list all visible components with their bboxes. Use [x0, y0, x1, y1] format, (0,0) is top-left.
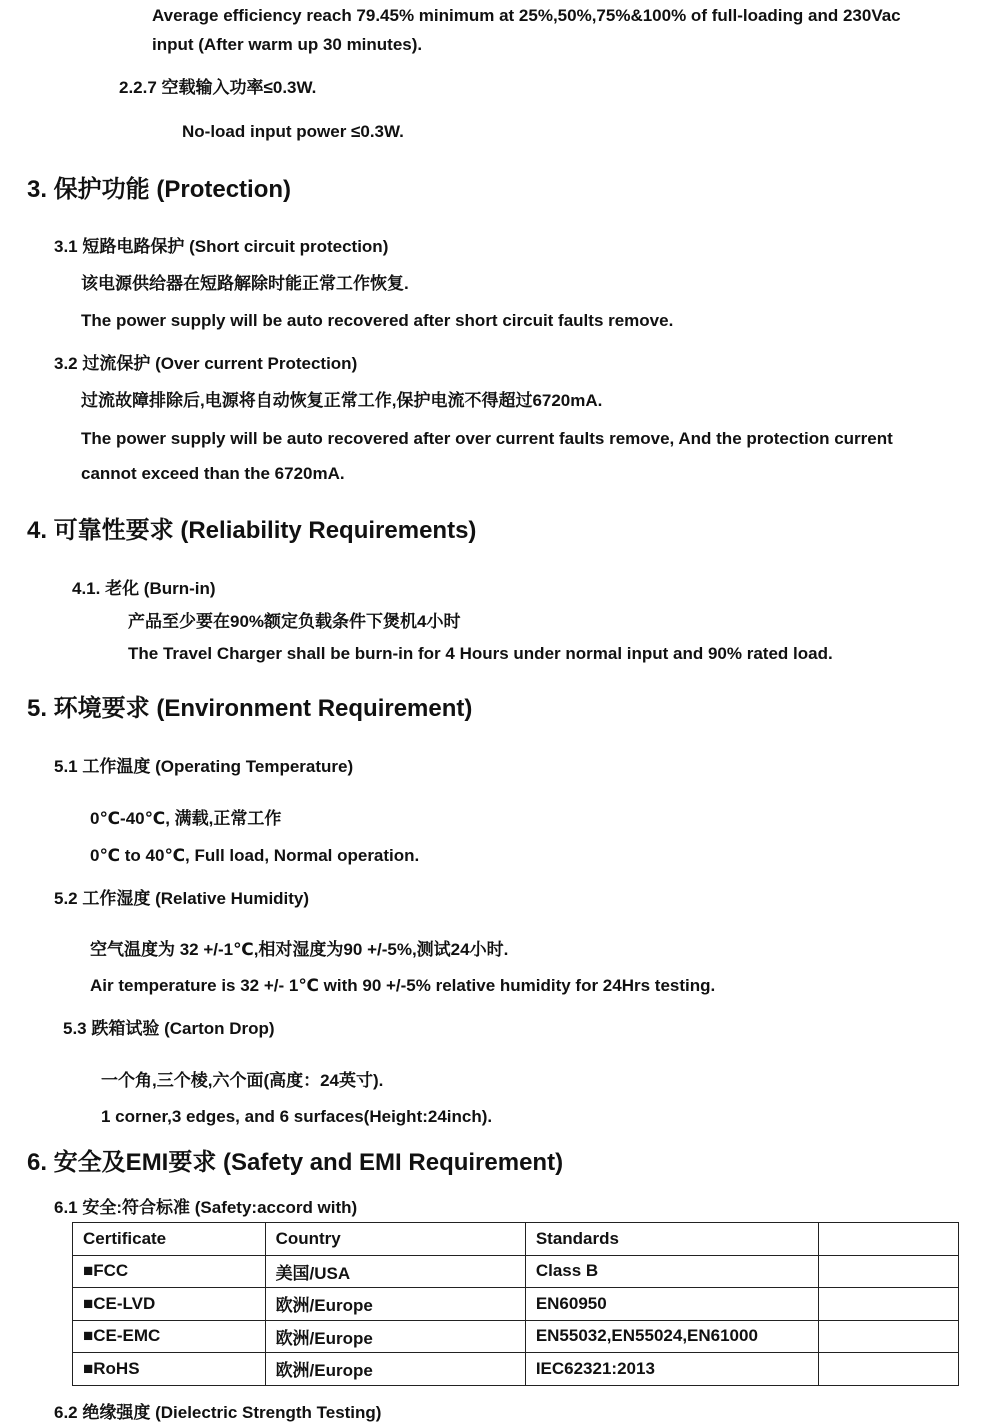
item-5-3-en: 1 corner,3 edges, and 6 surfaces(Height:24inch). [101, 1107, 493, 1126]
item-5-1-cn: 0℃-40℃, 满载,正常工作 [90, 809, 282, 828]
cell-certificate: ■CE-LVD [73, 1288, 266, 1321]
item-3-1-title: 3.1 短路电路保护 (Short circuit protection) [54, 237, 389, 256]
item-4-1-cn: 产品至少要在90%额定负载条件下煲机4小时 [128, 612, 461, 631]
item-5-3-title: 5.3 跌箱试验 (Carton Drop) [63, 1019, 275, 1038]
item-3-1-cn: 该电源供给器在短路解除时能正常工作恢复. [81, 274, 409, 293]
item-3-2-cn: 过流故障排除后,电源将自动恢复正常工作,保护电流不得超过6720mA. [81, 391, 603, 410]
section-6-heading: 6. 安全及EMI要求 (Safety and EMI Requirement) [27, 1149, 564, 1176]
item-2-2-7-cn: 2.2.7 空载输入功率≤0.3W. [119, 78, 317, 97]
intro-efficiency-line-2: input (After warm up 30 minutes). [152, 35, 423, 54]
cell-standards: EN55032,EN55024,EN61000 [525, 1320, 818, 1353]
item-3-1-en: The power supply will be auto recovered after short circuit faults remove. [81, 311, 674, 330]
item-4-1-en: The Travel Charger shall be burn-in for 4 Hours under normal input and 90% rated load. [128, 644, 833, 663]
cell-certificate: ■CE-EMC [73, 1320, 266, 1353]
cell-standards: Class B [525, 1255, 818, 1288]
item-3-2-en-line-1: The power supply will be auto recovered after over current faults remove, And the protection current [81, 429, 893, 448]
header-certificate: Certificate [73, 1223, 266, 1256]
item-5-2-en: Air temperature is 32 +/- 1℃ with 90 +/-5% relative humidity for 24Hrs testing. [90, 976, 716, 995]
table-row [73, 1255, 959, 1288]
item-3-2-en-line-2: cannot exceed than the 6720mA. [81, 464, 345, 483]
cell-blank [818, 1255, 958, 1288]
table-row [73, 1288, 959, 1321]
cell-country: 欧洲/Europe [265, 1353, 525, 1386]
item-2-2-7-en: No-load input power ≤0.3W. [182, 122, 404, 141]
safety-certificate-table [72, 1222, 959, 1386]
section-5-heading: 5. 环境要求 (Environment Requirement) [27, 695, 473, 722]
item-5-1-en: 0℃ to 40℃, Full load, Normal operation. [90, 846, 420, 865]
cell-blank [818, 1320, 958, 1353]
item-4-1-title: 4.1. 老化 (Burn-in) [72, 579, 216, 598]
intro-efficiency-line-1: Average efficiency reach 79.45% minimum at 25%,50%,75%&100% of full-loading and 230Vac [152, 6, 901, 25]
item-5-3-cn: 一个角,三个棱,六个面(高度：24英寸). [101, 1071, 384, 1090]
item-6-1-title: 6.1 安全:符合标准 (Safety:accord with) [54, 1198, 358, 1217]
cell-country: 欧洲/Europe [265, 1288, 525, 1321]
item-3-2-title: 3.2 过流保护 (Over current Protection) [54, 354, 358, 373]
cell-certificate: ■RoHS [73, 1353, 266, 1386]
item-5-2-cn: 空气温度为 32 +/-1℃,相对湿度为90 +/-5%,测试24小时. [90, 940, 509, 959]
section-3-heading: 3. 保护功能 (Protection) [27, 176, 292, 203]
header-blank [818, 1223, 958, 1256]
cell-country: 欧洲/Europe [265, 1320, 525, 1353]
cell-certificate: ■FCC [73, 1255, 266, 1288]
item-5-1-title: 5.1 工作温度 (Operating Temperature) [54, 757, 354, 776]
header-country: Country [265, 1223, 525, 1256]
section-4-heading: 4. 可靠性要求 (Reliability Requirements) [27, 517, 477, 544]
header-standards: Standards [525, 1223, 818, 1256]
item-6-2-title: 6.2 绝缘强度 (Dielectric Strength Testing) [54, 1403, 382, 1422]
cell-blank [818, 1353, 958, 1386]
table-header-row [73, 1223, 959, 1256]
cell-country: 美国/USA [265, 1255, 525, 1288]
table-row [73, 1353, 959, 1386]
cell-standards: EN60950 [525, 1288, 818, 1321]
cell-blank [818, 1288, 958, 1321]
item-5-2-title: 5.2 工作湿度 (Relative Humidity) [54, 889, 310, 908]
cell-standards: IEC62321:2013 [525, 1353, 818, 1386]
table-row [73, 1320, 959, 1353]
